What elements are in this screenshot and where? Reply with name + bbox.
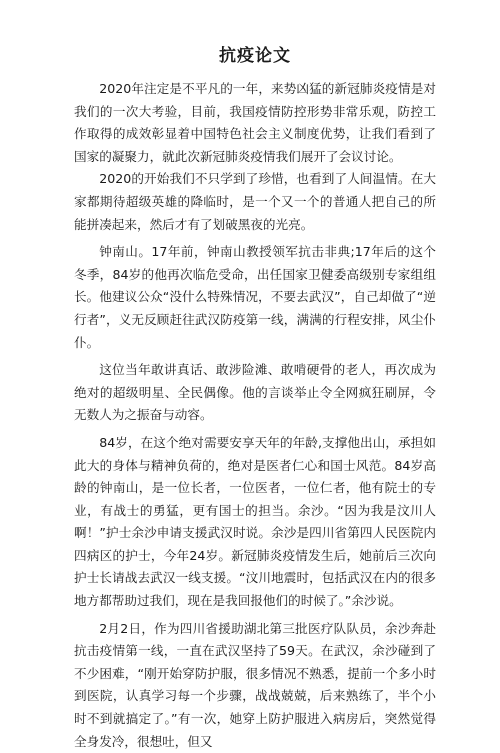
paragraph-wuhan-59-days: 2月2日，作为四川省援助湖北第三批医疗队队员，余沙奔赴抗击疫情第一线，一直在武汉坚持了59天。在武汉，余沙碰到了不少困难，“刚开始穿防护服，很多情况不熟悉，提前一个多小时到医院，认真学习每一个步骤，战战兢兢，后来熟练了，半个小时不到就搞定了。”有一次，她穿上防护服进入病房后，突然觉得全身发冷，很想吐，但又 bbox=[74, 620, 436, 749]
paragraph-zhong-nanshan: 钟南山。17年前，钟南山教授领军抗击非典;17年后的这个冬季，84岁的他再次临危受命，出任国家卫健委高级别专家组组长。他建议公众“没什么特殊情况，不要去武汉”，自己却做了“逆行者”，义无反顾赶往武汉防疫第一线，满满的行程安排，风尘仆仆。 bbox=[74, 244, 436, 350]
paragraph-warmth: 2020的开始我们不只学到了珍惜，也看到了人间温情。在大家都期待超级英雄的降临时，是一个又一个的普通人把自己的所能拼凑起来，然后才有了划破黑夜的光亮。 bbox=[74, 171, 436, 232]
paragraph-idol: 这位当年敢讲真话、敢涉险滩、敢啃硬骨的老人，再次成为绝对的超级明星、全民偶像。他的言谈举止令全网疯狂刷屏，令无数人为之振奋与动容。 bbox=[74, 362, 436, 423]
document-title: 抗疫论文 bbox=[219, 46, 291, 66]
paragraph-intro: 2020年注定是不平凡的一年，来势凶猛的新冠肺炎疫情是对我们的一次大考验，目前，我国疫情防控形势非常乐观，防控工作取得的成效彰显着中国特色社会主义制度优势，让我们看到了国家的凝聚力，就此次新冠肺炎疫情我们展开了会议讨论。 bbox=[74, 81, 436, 164]
paragraph-yu-sha: 84岁，在这个绝对需要安享天年的年龄,支撑他出山，承担如此大的身体与精神负荷的，绝对是医者仁心和国士风范。84岁高龄的钟南山，是一位长者，一位医者，一位仁者，他有院士的专业，有战士的勇猛，更有国士的担当。余沙。“因为我是汶川人啊！”护士余沙申请支援武汉时说。余沙是四川省第四人民医院内四病区的护士，今年24岁。新冠肺炎疫情发生后，她前后三次向护士长请战去武汉一线支援。“汶川地震时，包括武汉在内的很多地方都帮助过我们，现在是我回报他们的时候了。”余沙说。 bbox=[74, 434, 436, 609]
